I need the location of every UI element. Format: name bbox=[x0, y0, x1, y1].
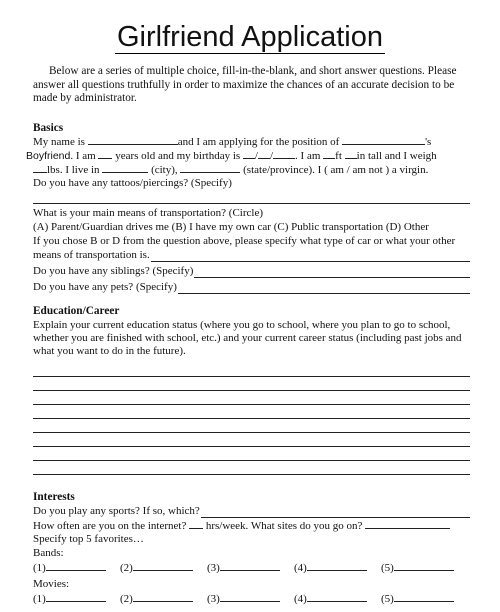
birth-month-field[interactable] bbox=[243, 149, 255, 159]
transport-specify-field[interactable] bbox=[151, 251, 470, 262]
height-inches-field[interactable] bbox=[345, 149, 357, 159]
bands-row: (1) (2) (3) (4) (5) bbox=[33, 561, 470, 575]
age-field[interactable] bbox=[98, 149, 112, 159]
education-answer-line[interactable] bbox=[33, 460, 470, 461]
city-field[interactable] bbox=[102, 163, 148, 173]
applicant-for-field[interactable] bbox=[342, 135, 425, 145]
weight-location-line: lbs. I live in (city), (state/province). I ( am / am not ) a virgin. bbox=[33, 163, 470, 177]
name-position-line: My name is and I am applying for the position of 's bbox=[33, 136, 432, 148]
transport-options: (A) Parent/Guardian drives me (B) I have my own car (C) Public transportation (D) Other bbox=[33, 221, 429, 233]
band-2-field[interactable] bbox=[133, 561, 193, 571]
section-basics-heading: Basics bbox=[33, 122, 64, 134]
websites-field[interactable] bbox=[365, 519, 450, 529]
transport-specify-line: means of transportation is. bbox=[33, 249, 470, 262]
section-interests-heading: Interests bbox=[33, 491, 75, 503]
education-answer-line[interactable] bbox=[33, 446, 470, 447]
education-answer-line[interactable] bbox=[33, 432, 470, 433]
favorites-prompt: Specify top 5 favorites… bbox=[33, 533, 144, 545]
state-field[interactable] bbox=[180, 163, 240, 173]
tattoos-answer-line[interactable] bbox=[33, 203, 470, 204]
movie-4-field[interactable] bbox=[307, 592, 367, 602]
birth-year-field[interactable] bbox=[273, 149, 295, 159]
position-text: Boyfriend bbox=[26, 150, 71, 162]
movie-1-field[interactable] bbox=[46, 592, 106, 602]
movies-label: Movies: bbox=[33, 578, 70, 590]
education-answer-line[interactable] bbox=[33, 376, 470, 377]
pets-line: Do you have any pets? (Specify) bbox=[33, 281, 470, 294]
band-5-field[interactable] bbox=[394, 561, 454, 571]
sports-line: Do you play any sports? If so, which? bbox=[33, 505, 470, 518]
birth-day-field[interactable] bbox=[258, 149, 270, 159]
movie-2-field[interactable] bbox=[133, 592, 193, 602]
transport-question: What is your main means of transportation? (Circle) bbox=[33, 207, 264, 219]
band-3-field[interactable] bbox=[220, 561, 280, 571]
band-4-field[interactable] bbox=[307, 561, 367, 571]
education-answer-line[interactable] bbox=[33, 404, 470, 405]
band-1-field[interactable] bbox=[46, 561, 106, 571]
pets-field[interactable] bbox=[178, 283, 470, 294]
internet-line: How often are you on the internet? hrs/week. What sites do you go on? bbox=[33, 519, 470, 533]
movie-5-field[interactable] bbox=[394, 592, 454, 602]
education-prompt: Explain your current education status (where you go to school, where you plan to go to school, whether you are finished with school, etc.) and your current career status (including past jobs and what you want to do in the future). bbox=[33, 319, 462, 357]
movie-3-field[interactable] bbox=[220, 592, 280, 602]
siblings-field[interactable] bbox=[194, 267, 470, 278]
education-answer-line[interactable] bbox=[33, 418, 470, 419]
tattoos-question: Do you have any tattoos/piercings? (Specify) bbox=[33, 177, 232, 189]
education-answer-line[interactable] bbox=[33, 390, 470, 391]
siblings-line: Do you have any siblings? (Specify) bbox=[33, 265, 470, 278]
sports-field[interactable] bbox=[201, 507, 470, 518]
form-title: Girlfriend Application bbox=[117, 21, 383, 53]
education-answer-line[interactable] bbox=[33, 474, 470, 475]
movies-row: (1) (2) (3) (4) (5) bbox=[33, 592, 470, 606]
intro-paragraph: Below are a series of multiple choice, fill-in-the-blank, and short answer questions. Please answer all questions truthfully in order to maximize the chances of an accurate decision to be made by administrator. bbox=[33, 65, 457, 104]
section-education-heading: Education/Career bbox=[33, 305, 120, 317]
bands-label: Bands: bbox=[33, 547, 64, 559]
internet-hours-field[interactable] bbox=[189, 519, 203, 529]
height-feet-field[interactable] bbox=[323, 149, 335, 159]
weight-field[interactable] bbox=[33, 163, 47, 173]
transport-followup: If you chose B or D from the question above, please specify what type of car or what your other bbox=[33, 235, 456, 247]
name-field[interactable] bbox=[88, 135, 178, 145]
age-birthday-line: Boyfriend. I am years old and my birthday is / / . I am ft in tall and I weigh bbox=[26, 150, 437, 162]
